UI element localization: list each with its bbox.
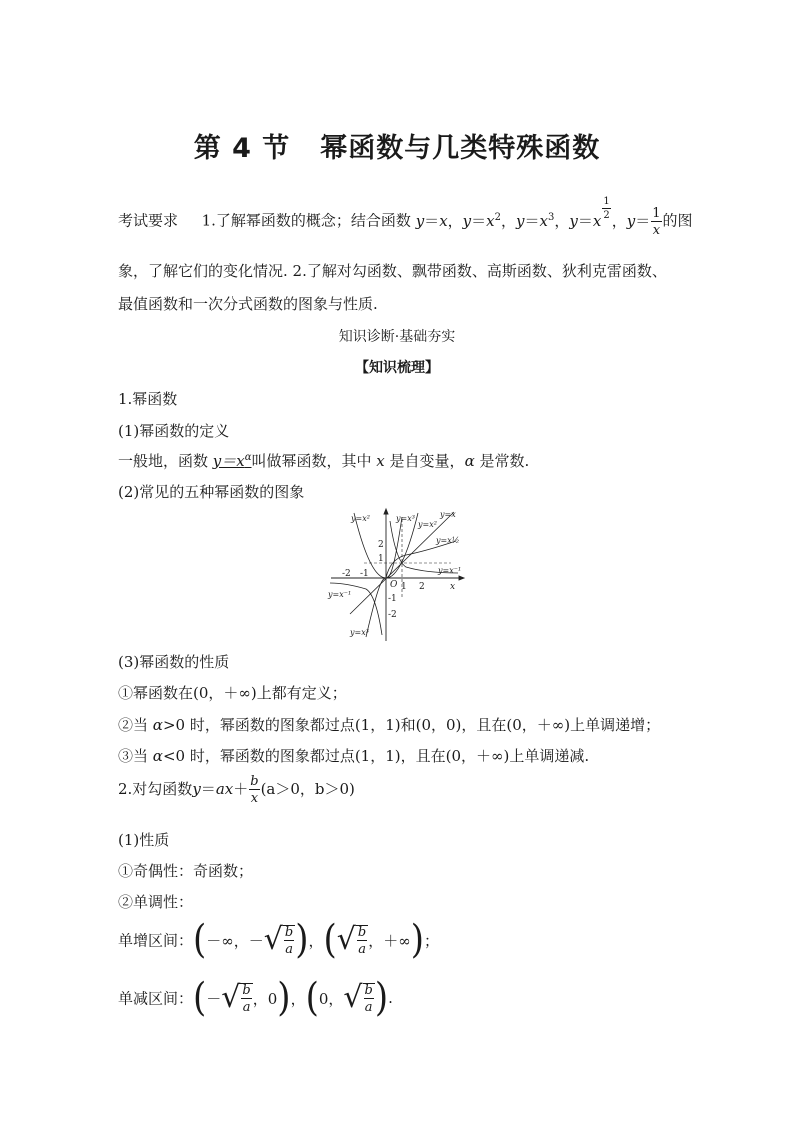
label-y-x2: y=x² xyxy=(351,514,370,523)
property-3: ③当 α<0 时，幂函数的图象都过点(1，1)，且在(0，＋∞)上单调递减. xyxy=(118,747,590,765)
requirements-line-1 xyxy=(118,196,693,238)
svg-text:-1: -1 xyxy=(360,569,369,579)
section-title: 幂函数与几类特殊函数 xyxy=(320,133,601,164)
svg-text:O: O xyxy=(390,580,398,590)
label-y-xhalf: y=x½ xyxy=(436,536,460,545)
power-function-heading: 1.幂函数 xyxy=(118,390,178,408)
requirements-line-3: 最值函数和一次分式函数的图象与性质. xyxy=(118,295,378,313)
check-properties-heading: (1)性质 xyxy=(118,831,170,849)
label-y-x3-neg: y=x³ xyxy=(350,628,369,637)
label-y-xinv-neg: y=x⁻¹ xyxy=(328,590,352,599)
requirements-text-1: 1.了解幂函数的概念；结合函数 xyxy=(201,211,411,230)
sub-header: 【知识梳理】 xyxy=(355,360,439,376)
svg-text:-2: -2 xyxy=(342,569,351,579)
definition-heading: (1)幂函数的定义 xyxy=(118,422,230,440)
check-function-heading-text: 2.对勾函数 xyxy=(118,780,193,798)
power-function-graph xyxy=(326,507,466,643)
properties-heading: (3)幂函数的性质 xyxy=(118,653,230,671)
requirements-label: 考试要求 xyxy=(118,211,179,230)
label-y-x: y=x xyxy=(440,510,456,519)
monotonicity-heading: ②单调性： xyxy=(118,893,194,911)
label-y-x3: y=x³ xyxy=(396,514,415,523)
check-function-heading: 2.对勾函数y＝ax＋ $\frac{b}{x}$ (a＞0，b＞0) xyxy=(118,774,355,806)
svg-text:2: 2 xyxy=(378,540,384,550)
definition-part-c: 是自变量， xyxy=(389,452,465,470)
decreasing-label: 单减区间： xyxy=(118,989,194,1008)
requirements-text-1b: 的图 xyxy=(662,211,693,230)
page-title xyxy=(0,126,794,165)
svg-text:-1: -1 xyxy=(388,594,397,604)
svg-text:-2: -2 xyxy=(388,610,397,620)
svg-text:1: 1 xyxy=(401,582,407,592)
svg-text:2: 2 xyxy=(419,582,425,592)
definition-text: 一般地，函数 $y=x^\alpha$叫做幂函数，其中 x 是自变量，α 是常数. xyxy=(118,452,530,470)
section-header: 知识诊断·基础夯实 xyxy=(338,329,456,345)
check-function-condition: (a＞0，b＞0) xyxy=(260,780,355,798)
definition-formula: $y=x^\alpha$ xyxy=(212,452,252,470)
definition-part-b: 叫做幂函数，其中 xyxy=(251,452,372,470)
decreasing-intervals: 单减区间：(－ √ $\frac{b}{a}$ ，0)，(0， √ $\frac{b}{a}$ ). xyxy=(118,975,393,1021)
definition-part-d: 是常数. xyxy=(479,452,530,470)
svg-text:1: 1 xyxy=(378,554,384,564)
requirements-line-2: 象，了解它们的变化情况. 2.了解对勾函数、飘带函数、高斯函数、狄利克雷函数、 xyxy=(118,262,667,280)
label-y-xinv: y=x⁻¹ xyxy=(438,566,462,575)
graph-heading: (2)常见的五种幂函数的图象 xyxy=(118,483,305,501)
property-1: ①幂函数在(0，＋∞)上都有定义； xyxy=(118,684,347,702)
definition-part-a: 一般地，函数 xyxy=(118,452,209,470)
function-list: y＝x，$y=x^2$，$y=x^3$，y＝x $^{\frac{1}{2}}$ ，y＝ $\frac{1}{x}$ xyxy=(415,196,661,238)
svg-text:x: x xyxy=(450,582,456,592)
property-2: ②当 α>0 时，幂函数的图象都过点(1，1)和(0，0)，且在(0，＋∞)上单调递增； xyxy=(118,716,661,734)
increasing-intervals: 单增区间：(－∞，－ √ $\frac{b}{a}$ )，( √ $\frac{b}{a}$ ，＋∞)； xyxy=(118,917,440,963)
increasing-label: 单增区间： xyxy=(118,931,194,950)
label-y-x2b: y=x² xyxy=(418,520,437,529)
odd-even-property: ①奇偶性：奇函数； xyxy=(118,862,254,880)
section-number: 第 4 节 xyxy=(193,133,291,164)
